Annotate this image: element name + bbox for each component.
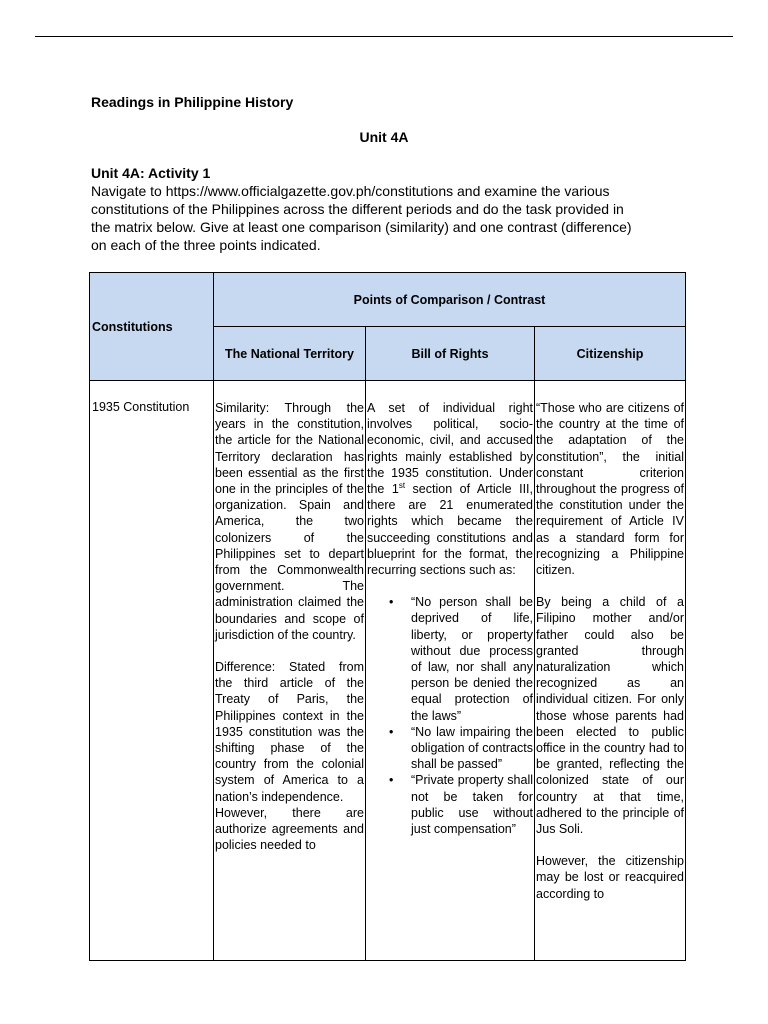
citizenship-p2: By being a child of a Filipino mother and/or father could also be granted through naturalization which recognized as an individual citizen. For only those whose parents had been elected to public office in the country had to be granted, reflecting the colonized state of our country at that time, adhered to the principle of Jus Soli.	[536, 595, 684, 837]
citizenship-p3: However, the citizenship may be lost or reacquired according to	[536, 854, 684, 901]
rights-header: Bill of Rights	[366, 327, 535, 381]
points-header: Points of Comparison / Contrast	[214, 273, 686, 327]
list-item: • “No law impairing the obligation of contracts shall be passed”	[411, 724, 533, 773]
territory-similarity: Similarity: Through the years in the constitution, the article for the National Territory declaration has been essential as the first one in the principles of the organization. Spain and America, the two colonizers of the Philippines set to depart from the Commonwealth government. The administration claimed the boundaries and scope of jurisdiction of the country.	[215, 401, 364, 642]
rights-intro	[367, 400, 533, 578]
header-rule	[35, 36, 733, 37]
rights-list	[367, 594, 533, 837]
citizenship-p1: “Those who are citizens of the country at the time of the adaptation of the constitution”, the initial constant criterion throughout the progress of the constitution under the requirement of Article IV as a standard form for recognizing a Philippine citizen.	[536, 401, 684, 578]
citizenship-header: Citizenship	[535, 327, 686, 381]
unit-title-text: Unit 4A	[359, 129, 409, 145]
row-label: 1935 Constitution	[90, 381, 214, 961]
rights-intro-a: A set of individual right involves political, socio-economic, civil, and accused rights mainly established by the 1935 constitution. Under the 1	[367, 401, 533, 497]
instructions-line: the matrix below. Give at least one comparison (similarity) and one contrast (difference)	[91, 219, 632, 235]
list-item: • “Private property shall not be taken for public use without just compensation”	[411, 772, 533, 837]
territory-header: The National Territory	[214, 327, 366, 381]
instructions-line: constitutions of the Philippines across the different periods and do the task provided in	[91, 201, 624, 217]
activity-title: Unit 4A: Activity 1	[91, 165, 211, 181]
instructions-line: Navigate to https://www.officialgazette.gov.ph/constitutions and examine the various	[91, 183, 610, 199]
territory-however: However, there are authorize agreements and policies needed to	[215, 805, 364, 853]
rights-intro-sup: st	[398, 480, 406, 490]
instructions	[91, 182, 691, 254]
territory-cell	[214, 381, 366, 961]
rights-intro-b: section of Article III, there are 21 enumerated rights which became the succeeding constitutions and blueprint for the format, the recurring sections such as:	[367, 482, 533, 578]
list-item: • “No person shall be deprived of life, liberty, or property without due process of law, nor shall any person be denied the equal protection of the laws”	[411, 594, 533, 724]
territory-difference: Difference: Stated from the third article of the Treaty of Paris, the Philippines context in the 1935 constitution was the shifting phase of the country from the colonial system of America to a nation’s independence.	[215, 660, 364, 804]
rights-cell	[366, 381, 535, 961]
comparison-matrix	[89, 272, 686, 961]
unit-title	[0, 129, 768, 145]
citizenship-cell	[535, 381, 686, 961]
course-title: Readings in Philippine History	[91, 94, 294, 110]
instructions-line: on each of the three points indicated.	[91, 237, 321, 253]
constitutions-header: Constitutions	[90, 273, 214, 381]
